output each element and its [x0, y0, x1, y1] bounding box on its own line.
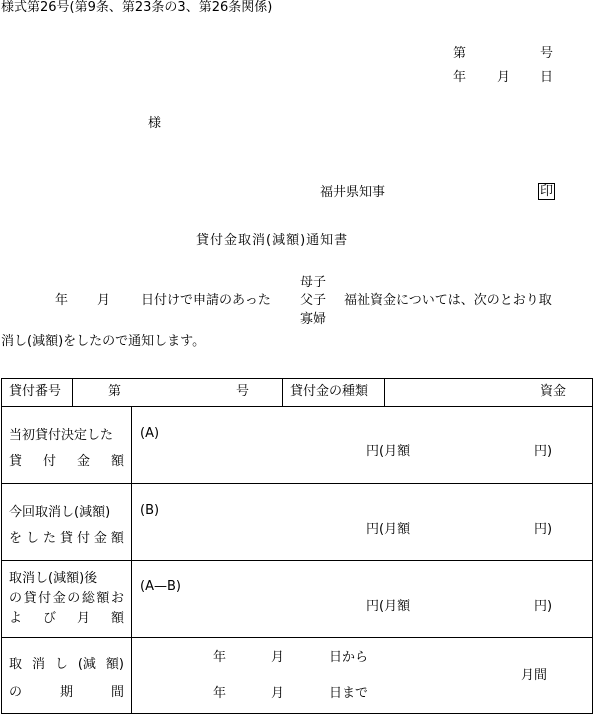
- row-ab-label-char: び: [42, 611, 56, 626]
- notice-date-day: 日: [540, 70, 554, 85]
- row-b-label-line2: [9, 532, 124, 545]
- document-title: 貸付金取消(減額)通知書: [196, 233, 349, 248]
- row-ab-label-char: 額: [96, 591, 110, 606]
- row-a-amount-unit: 円(月額: [366, 444, 411, 459]
- row-ab-value-cell: [132, 561, 593, 638]
- table-row: [2, 561, 593, 638]
- period-value-cell: [132, 638, 593, 714]
- row-b-marker: (B): [140, 503, 160, 518]
- row-ab-label-char: 貸: [23, 591, 37, 606]
- body-line-2: 消し(減額)をしたので通知します。: [1, 334, 206, 349]
- row-a-label-char: 額: [110, 454, 124, 469]
- addressee-suffix: 様: [148, 116, 162, 131]
- fund-kind-label-cell: [283, 379, 385, 407]
- fund-type-option-widow: 寡婦: [300, 312, 327, 327]
- loan-number-label: 貸付番号: [9, 384, 62, 399]
- seal-mark: 印: [540, 184, 554, 199]
- row-a-marker: (A): [140, 426, 160, 441]
- row-a-label-line2: [9, 455, 124, 468]
- row-ab-label-char: よ: [9, 611, 23, 626]
- period-label-line1: [9, 658, 124, 671]
- row-b-label-char: 額: [110, 531, 124, 546]
- loan-number-prefix: 第: [108, 384, 122, 399]
- row-ab-amount-unit: 円(月額: [366, 599, 411, 614]
- row-ab-label-char: 金: [52, 591, 66, 606]
- row-ab-monthly-close: 円): [534, 599, 553, 614]
- period-label-char: し: [54, 657, 68, 672]
- row-ab-label-char: 総: [81, 591, 95, 606]
- table-row: [2, 484, 593, 561]
- table-row: [2, 407, 593, 484]
- period-to-year: 年: [213, 686, 227, 701]
- row-a-label-char: 貸: [9, 454, 23, 469]
- row-a-label-cell: [2, 407, 132, 484]
- period-from-day: 日から: [329, 650, 369, 665]
- body-date-month: 月: [97, 293, 111, 308]
- period-label-char: 間: [110, 685, 124, 700]
- loan-cancellation-table: [1, 378, 593, 714]
- row-ab-label-char: 額: [110, 611, 124, 626]
- row-ab-label-char: 付: [38, 591, 52, 606]
- row-b-value-cell: [132, 484, 593, 561]
- row-ab-label-char: の: [9, 591, 23, 606]
- row-b-label-char: を: [9, 531, 23, 546]
- period-from-year: 年: [213, 650, 227, 665]
- fund-type-option-father: 父子: [300, 293, 327, 308]
- row-a-monthly-close: 円): [534, 444, 553, 459]
- row-a-label-char: 金: [76, 454, 90, 469]
- table-row: [2, 638, 593, 714]
- row-b-label-char: 付: [76, 531, 90, 546]
- notice-date-year: 年: [453, 70, 467, 85]
- period-label-cell: [2, 638, 132, 714]
- notice-date-month: 月: [497, 70, 511, 85]
- issuer-name: 福井県知事: [320, 185, 386, 200]
- table-row-header: [2, 379, 593, 407]
- row-b-label-char: た: [42, 531, 56, 546]
- row-ab-label-cell: [2, 561, 132, 638]
- period-label-char: 取: [9, 657, 23, 672]
- body-date-text: 日付けで申請のあった: [141, 293, 271, 308]
- row-b-amount-unit: 円(月額: [366, 522, 411, 537]
- fund-kind-label: 貸付金の種類: [290, 384, 369, 399]
- row-b-label-char: 金: [93, 531, 107, 546]
- row-ab-label-char: お: [110, 591, 124, 606]
- row-b-label-char: 貸: [59, 531, 73, 546]
- body-fund-text: 福祉資金については、次のとおり取: [344, 293, 552, 308]
- period-label-char: (減: [77, 657, 96, 672]
- period-to-day: 日まで: [329, 686, 369, 701]
- notice-number-prefix: 第: [453, 46, 467, 61]
- period-label-char: の: [9, 685, 23, 700]
- row-a-value-cell: [132, 407, 593, 484]
- period-label-line2: [9, 686, 124, 699]
- row-ab-label-char: 月: [76, 611, 90, 626]
- row-ab-label-line1: 取消し(減額)後: [9, 571, 98, 586]
- period-to-month: 月: [271, 686, 285, 701]
- fund-type-option-mother: 母子: [300, 275, 327, 290]
- row-b-monthly-close: 円): [534, 522, 553, 537]
- period-label-char: 消: [31, 657, 45, 672]
- row-ab-marker: (A—B): [140, 579, 181, 594]
- row-a-label-char: 付: [42, 454, 56, 469]
- period-label-char: 期: [59, 685, 73, 700]
- row-b-label-cell: [2, 484, 132, 561]
- fund-kind-suffix: 資金: [540, 384, 567, 399]
- row-ab-label-line2: [9, 592, 124, 605]
- row-b-label-char: し: [25, 531, 39, 546]
- notice-number-suffix: 号: [540, 46, 554, 61]
- row-a-label-line1: 当初貸付決定した: [9, 428, 114, 443]
- loan-number-label-cell: [2, 379, 73, 407]
- body-date-year: 年: [55, 293, 69, 308]
- fund-kind-value-cell: [385, 379, 593, 407]
- period-months: 月間: [521, 668, 548, 683]
- form-number-title: 様式第26号(第9条、第23条の3、第26条関係): [1, 0, 273, 15]
- loan-number-suffix: 号: [236, 384, 250, 399]
- row-ab-label-char: の: [67, 591, 81, 606]
- loan-number-value-cell: [73, 379, 283, 407]
- period-label-char: 額): [105, 657, 124, 672]
- period-from-month: 月: [271, 650, 285, 665]
- row-ab-label-line3: [9, 612, 124, 625]
- row-b-label-line1: 今回取消し(減額): [9, 505, 111, 520]
